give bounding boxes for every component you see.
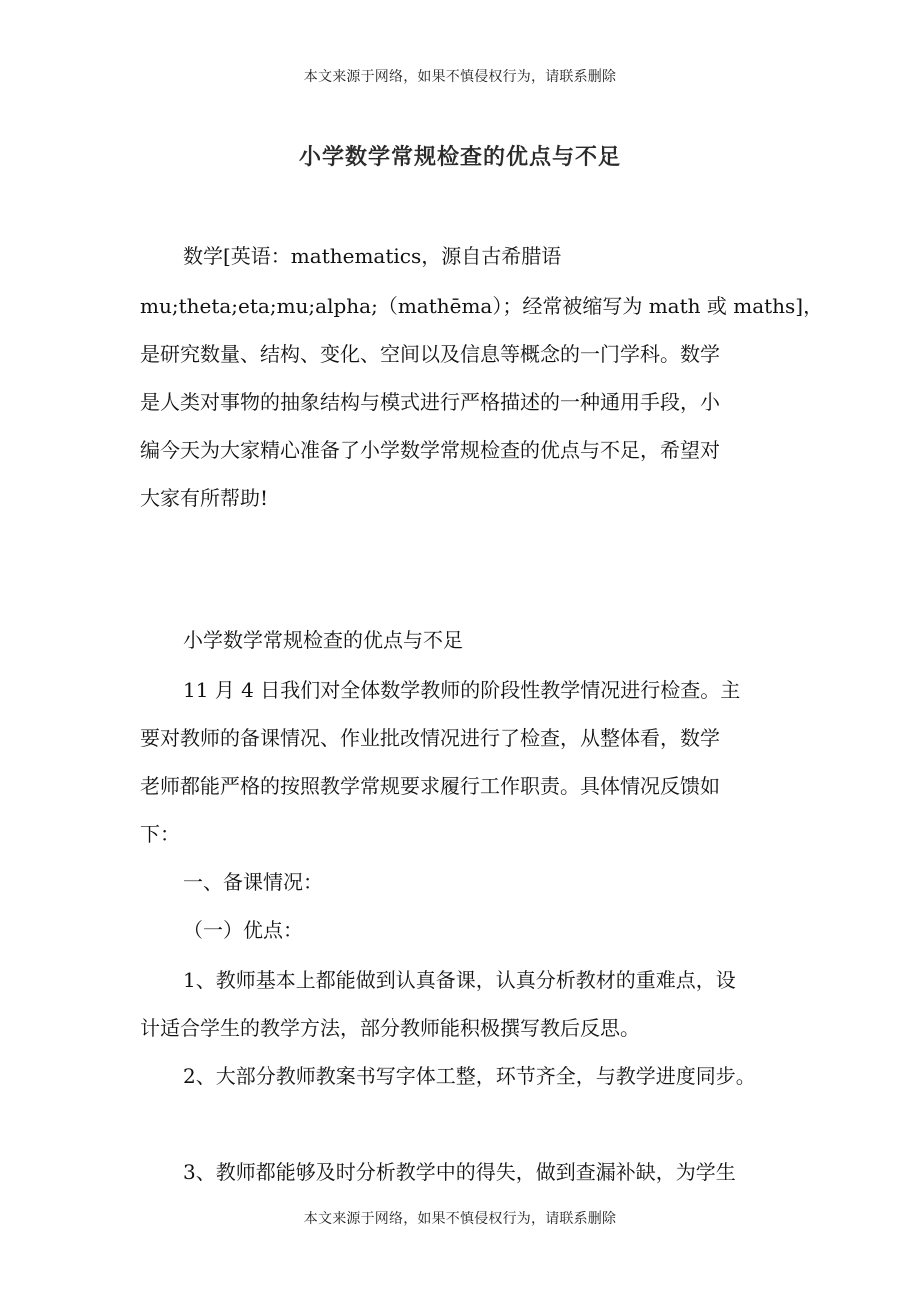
body-line-2: 要对教师的备课情况、作业批改情况进行了检查，从整体看，数学 [140,726,720,750]
footer-disclaimer: 本文来源于网络，如果不慎侵权行为，请联系删除 [303,1211,617,1227]
header-disclaimer: 本文来源于网络，如果不慎侵权行为，请联系删除 [303,69,617,85]
intro-line-5: 编今天为大家精心准备了小学数学常规检查的优点与不足，希望对 [140,438,720,462]
intro-line-3: 是研究数量、结构、变化、空间以及信息等概念的一门学科。数学 [140,342,720,366]
intro-line-1: 数学[英语：mathematics，源自古希腊语 [183,244,562,268]
intro-line-6: 大家有所帮助! [140,486,269,510]
body-line-7: 1、教师基本上都能做到认真备课，认真分析教材的重难点，设 [183,968,736,992]
body-line-10: 3、教师都能够及时分析教学中的得失，做到查漏补缺，为学生 [183,1160,736,1184]
body-line-3: 老师都能严格的按照教学常规要求履行工作职责。具体情况反馈如 [140,774,720,798]
body-line-8: 计适合学生的教学方法，部分教师能积极撰写教后反思。 [140,1016,640,1040]
body-line-5: 一、备课情况： [183,870,323,894]
document-title: 小学数学常规检查的优点与不足 [298,144,621,170]
intro-line-4: 是人类对事物的抽象结构与模式进行严格描述的一种通用手段，小 [140,390,720,414]
body-line-9: 2、大部分教师教案书写字体工整，环节齐全，与教学进度同步。 [183,1064,756,1088]
body-line-6: （一）优点： [183,918,303,942]
intro-line-2: mu;theta;eta;mu;alpha;（mathēma）；经常被缩写为 math 或 maths]， [140,294,824,318]
body-line-1: 11 月 4 日我们对全体数学教师的阶段性教学情况进行检查。主 [183,678,741,702]
section-subtitle: 小学数学常规检查的优点与不足 [183,628,463,652]
body-line-4: 下： [140,822,180,846]
